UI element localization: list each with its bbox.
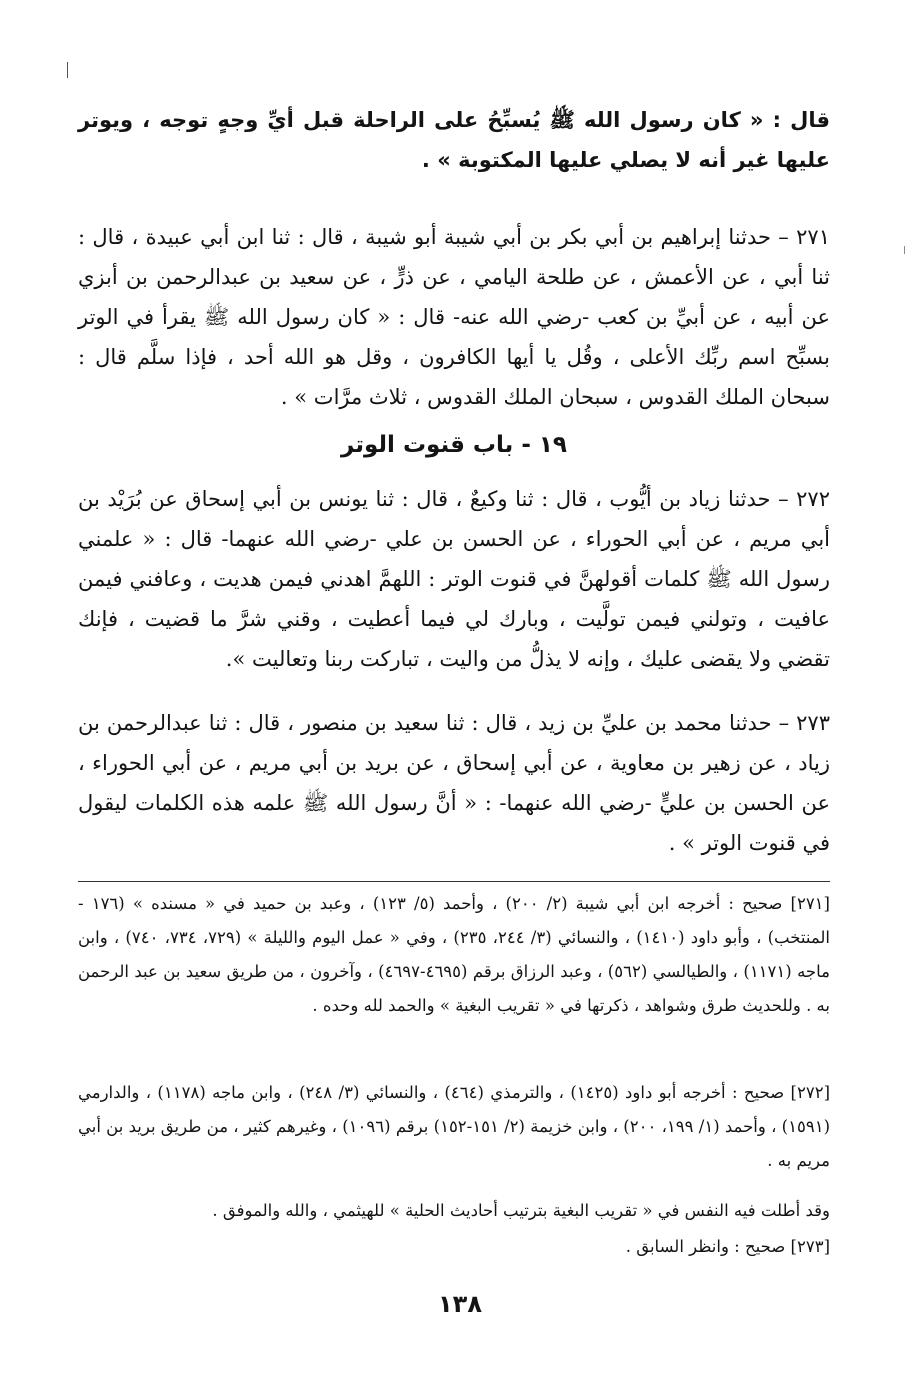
footnote-272-note: وقد أطلت فيه النفس في « تقريب البغية بترتيب أحاديث الحلية » للهيثمي ، والله والموفق . (212, 1201, 830, 1220)
hadith-text: حدثنا إبراهيم بن أبي بكر بن أبي شيبة أبو شيبة ، قال : ثنا ابن أبي عبيدة ، قال : ثنا أبي ، عن الأعمش ، عن طلحة اليامي ، عن ذرٍّ ، عن سعيد بن عبدالرحمن بن أبزي عن أبيه ، عن أبيِّ بن كعب -رضي الله عنه- قال : « كان رسول الله ﷺ يقرأ في الوتر بسبِّح اسم ربِّك الأعلى ، وقُل يا أيها الكافرون ، وقل هو الله أحد ، فإذا سلَّم قال : سبحان الملك القدوس ، سبحان الملك القدوس ، ثلاث مرَّات » . (78, 225, 830, 409)
scan-artifact (904, 246, 905, 254)
hadith-272: ٢٧٢ – حدثنا زياد بن أيُّوب ، قال : ثنا وكيعٌ ، قال : ثنا يونس بن أبي إسحاق عن بُرَيْد بن أبي مريم ، عن أبي الحوراء ، عن الحسن بن علي -رضي الله عنهما- قال : « علمني رسول الله ﷺ كلمات أقولهنَّ في قنوت الوتر : اللهمَّ اهدني فيمن هديت ، وعافني فيمن عافيت ، وتولني فيمن تولَّيت ، وبارك لي فيما أعطيت ، وقني شرَّ ما قضيت ، فإنك تقضي ولا يقضى عليك ، وإنه لا يذلُّ من واليت ، تباركت ربنا وتعاليت ». (78, 487, 830, 671)
hadith-text: حدثنا محمد بن عليِّ بن زيد ، قال : ثنا سعيد بن منصور ، قال : ثنا عبدالرحمن بن زياد ، عن زهير بن معاوية ، عن أبي إسحاق ، عن بريد بن أبي مريم ، عن أبي الحوراء ، عن الحسن بن عليٍّ -رضي الله عنهما- : « أنَّ رسول الله ﷺ علمه هذه الكلمات ليقول في قنوت الوتر » . (78, 711, 830, 855)
hadith-number: ٢٧١ (796, 225, 830, 249)
page-number: ١٣٨ (438, 1290, 482, 1318)
hadith-273: ٢٧٣ – حدثنا محمد بن عليِّ بن زيد ، قال : ثنا سعيد بن منصور ، قال : ثنا عبدالرحمن بن زياد ، عن زهير بن معاوية ، عن أبي إسحاق ، عن بريد بن أبي مريم ، عن أبي الحوراء ، عن الحسن بن عليٍّ -رضي الله عنهما- : « أنَّ رسول الله ﷺ علمه هذه الكلمات ليقول في قنوت الوتر » . (78, 711, 830, 855)
hadith-number: ٢٧٣ (796, 711, 830, 735)
hadith-text: حدثنا زياد بن أيُّوب ، قال : ثنا وكيعٌ ، قال : ثنا يونس بن أبي إسحاق عن بُرَيْد بن أبي مريم ، عن أبي الحوراء ، عن الحسن بن علي -رضي الله عنهما- قال : « علمني رسول الله ﷺ كلمات أقولهنَّ في قنوت الوتر : اللهمَّ اهدني فيمن هديت ، وعافني فيمن عافيت ، وتولني فيمن تولَّيت ، وبارك لي فيما أعطيت ، وقني شرَّ ما قضيت ، فإنك تقضي ولا يقضى عليك ، وإنه لا يذلُّ من واليت ، تباركت ربنا وتعاليت ». (78, 487, 830, 671)
footnote-273: [٢٧٣] صحيح : وانظر السابق . (625, 1237, 830, 1256)
paragraph-continuation: قال : « كان رسول الله ﷺ يُسبِّحُ على الراحلة قبل أيِّ وجهٍ توجه ، ويوتر عليها غير أنه لا يصلي عليها المكتوبة » . (78, 108, 830, 172)
footnote-272: [٢٧٢] صحيح : أخرجه أبو داود (١٤٢٥) ، والترمذي (٤٦٤) ، والنسائي (٣/ ٢٤٨) ، وابن ماجه (١١٧٨) ، والدارمي (١٥٩١) ، وأحمد (١/ ١٩٩، ٢٠٠) ، وابن خزيمة (٢/ ١٥١-١٥٢) برقم (١٠٩٦) ، وغيرهم كثير ، من طريق بريد بن أبي مريم به . (78, 1083, 831, 1170)
footnote-271: [٢٧١] صحيح : أخرجه ابن أبي شيبة (٢/ ٢٠٠) ، وأحمد (٥/ ١٢٣) ، وعبد بن حميد في « مسنده » (١٧٦ - المنتخب) ، وأبو داود (١٤١٠) ، والنسائي (٣/ ٢٤٤، ٢٣٥) ، وفي « عمل اليوم والليلة » (٧٢٩، ٧٣٤، ٧٤٠) ، وابن ماجه (١١٧١) ، والطيالسي (٥٦٢) ، وعبد الرزاق برقم (٤٦٩٥-٤٦٩٧) ، وآخرون ، من طريق سعيد بن عبد الرحمن به . وللحديث طرق وشواهد ، ذكرتها في « تقريب البغية » والحمد لله وحده . (78, 894, 830, 1015)
scan-artifact (67, 62, 68, 78)
hadith-number: ٢٧٢ (796, 487, 830, 511)
chapter-title: ١٩ - باب قنوت الوتر (341, 432, 567, 458)
footnote-separator (78, 881, 830, 882)
hadith-271: ٢٧١ – حدثنا إبراهيم بن أبي بكر بن أبي شيبة أبو شيبة ، قال : ثنا ابن أبي عبيدة ، قال : ثنا أبي ، عن الأعمش ، عن طلحة اليامي ، عن ذرٍّ ، عن سعيد بن عبدالرحمن بن أبزي عن أبيه ، عن أبيِّ بن كعب -رضي الله عنه- قال : « كان رسول الله ﷺ يقرأ في الوتر بسبِّح اسم ربِّك الأعلى ، وقُل يا أيها الكافرون ، وقل هو الله أحد ، فإذا سلَّم قال : سبحان الملك القدوس ، سبحان الملك القدوس ، ثلاث مرَّات » . (78, 225, 830, 409)
